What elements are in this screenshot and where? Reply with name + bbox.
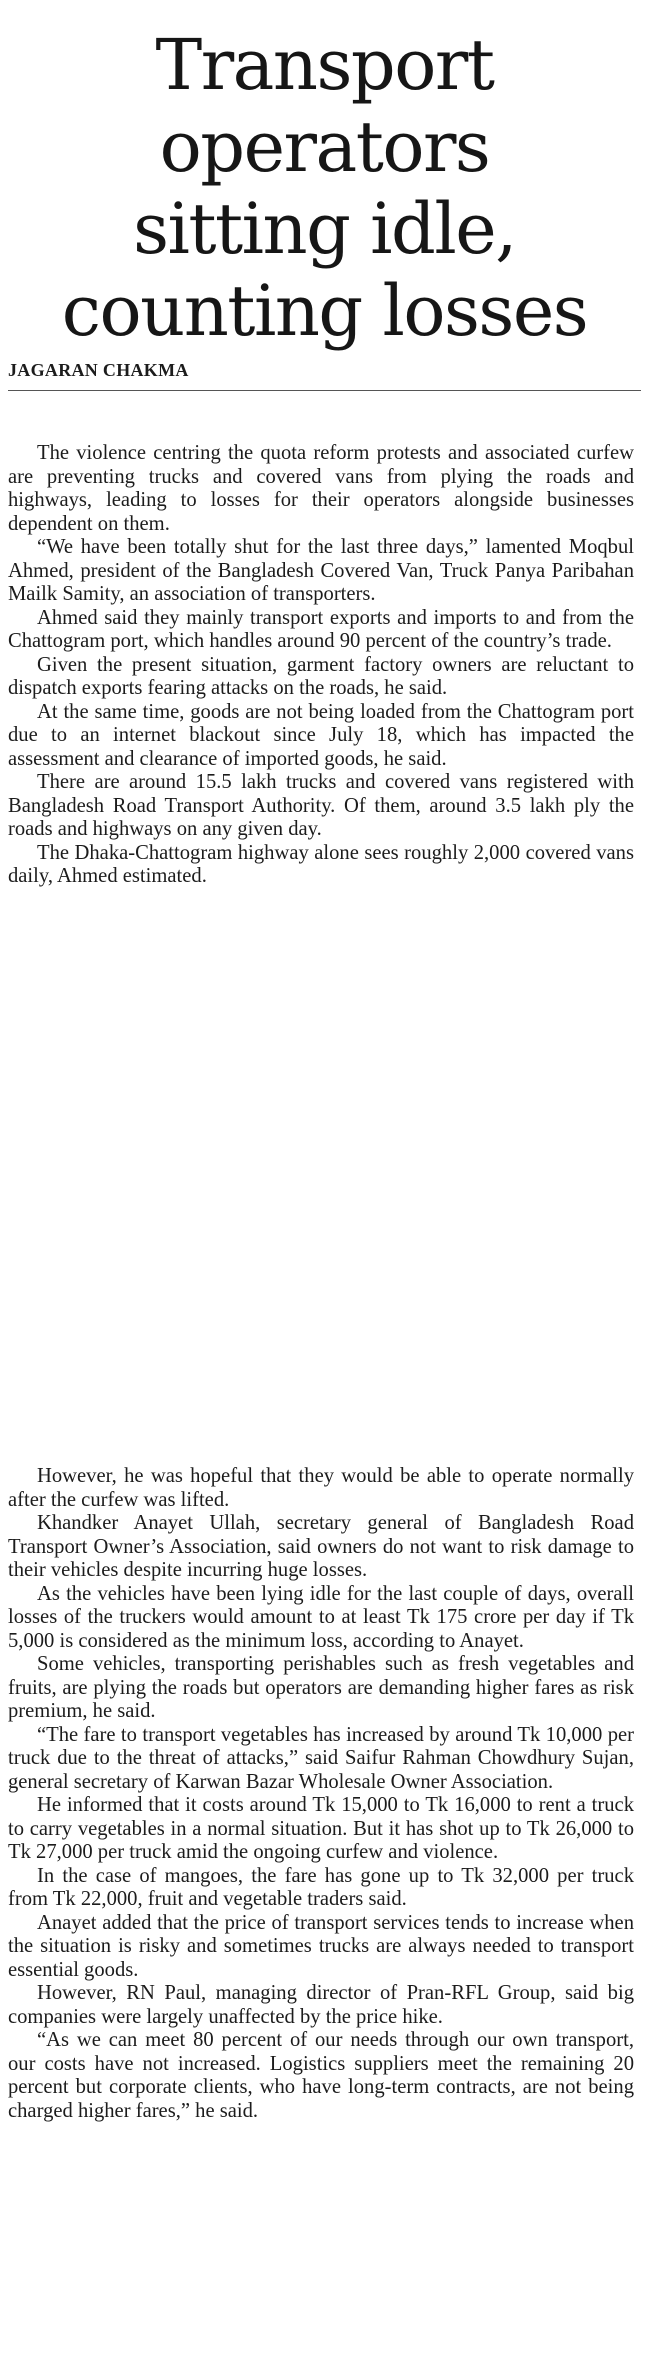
article-body-bottom	[8, 1465, 634, 2123]
body-paragraph: There are around 15.5 lakh trucks and covered vans registered with Bangladesh Road Transport Authority. Of them, around 3.5 lakh ply the roads and highways on any given day.	[8, 771, 634, 840]
body-paragraph: At the same time, goods are not being loaded from the Chattogram port due to an internet blackout since July 18, which has impacted the assessment and clearance of imported goods, he said.	[8, 700, 634, 770]
byline-divider	[8, 390, 641, 391]
body-paragraph: In the case of mangoes, the fare has gone up to Tk 32,000 per truck from Tk 22,000, fruit and vegetable traders said.	[8, 1864, 634, 1910]
body-paragraph: As the vehicles have been lying idle for the last couple of days, overall losses of the truckers would amount to at least Tk 175 crore per day if Tk 5,000 is considered as the minimum loss, according to Anayet.	[8, 1582, 634, 1652]
headline-line: Transport	[155, 24, 494, 106]
body-paragraph: Given the present situation, garment factory owners are reluctant to dispatch exports fearing attacks on the roads, he said.	[8, 653, 634, 699]
body-paragraph: “The fare to transport vegetables has increased by around Tk 10,000 per truck due to the threat of attacks,” said Saifur Rahman Chowdhury Sujan, general secretary of Karwan Bazar Wholesale Owner Association.	[8, 1723, 634, 1793]
body-paragraph: Some vehicles, transporting perishables such as fresh vegetables and fruits, are plying the roads but operators are demanding higher fares as risk premium, he said.	[8, 1653, 634, 1722]
body-paragraph: “As we can meet 80 percent of our needs through our own transport, our costs have not increased. Logistics suppliers meet the remaining 20 percent but corporate clients, who have long-term contracts, are not being charged higher fares,” he said.	[8, 2029, 634, 2122]
headline-line: operators	[159, 106, 490, 188]
body-paragraph: He informed that it costs around Tk 15,000 to Tk 16,000 to rent a truck to carry vegetables in a normal situation. But it has shot up to Tk 26,000 to Tk 27,000 per truck amid the ongoing curfew and violence.	[8, 1794, 634, 1863]
body-paragraph: Ahmed said they mainly transport exports and imports to and from the Chattogram port, which handles around 90 percent of the country’s trade.	[8, 606, 634, 652]
body-paragraph: “We have been totally shut for the last three days,” lamented Moqbul Ahmed, president of the Bangladesh Covered Van, Truck Panya Paribahan Mailk Samity, an association of transporters.	[8, 536, 634, 605]
body-paragraph: However, he was hopeful that they would be able to operate normally after the curfew was lifted.	[8, 1465, 634, 1511]
headline-line: counting losses	[61, 270, 588, 352]
article-body-top	[8, 442, 634, 889]
body-paragraph: The violence centring the quota reform protests and associated curfew are preventing trucks and covered vans from plying the roads and highways, leading to losses for their operators alongside businesses dependent on them.	[8, 442, 634, 535]
headline-line: sitting idle,	[133, 188, 516, 270]
body-paragraph: Anayet added that the price of transport services tends to increase when the situation is risky and sometimes trucks are always needed to transport essential goods.	[8, 1911, 634, 1981]
headline	[0, 0, 649, 352]
body-paragraph: The Dhaka-Chattogram highway alone sees roughly 2,000 covered vans daily, Ahmed estimated.	[8, 841, 634, 887]
byline: JAGARAN CHAKMA	[8, 360, 189, 380]
body-paragraph: Khandker Anayet Ullah, secretary general of Bangladesh Road Transport Owner’s Association, said owners do not want to risk damage to their vehicles despite incurring huge losses.	[8, 1512, 634, 1581]
body-paragraph: However, RN Paul, managing director of Pran-RFL Group, said big companies were largely unaffected by the price hike.	[8, 1982, 634, 2028]
